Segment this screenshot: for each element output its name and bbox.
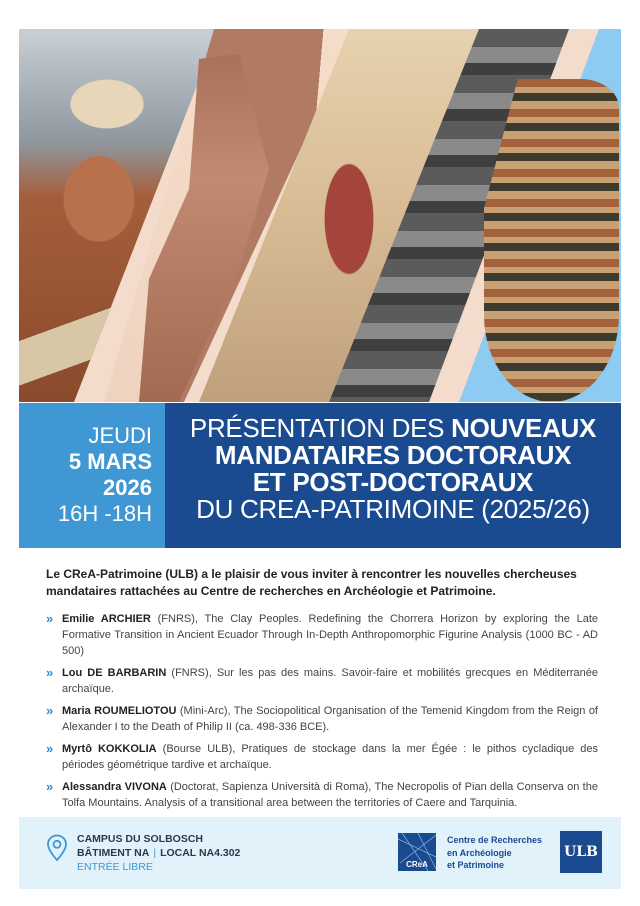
- double-chevron-icon: »: [46, 741, 51, 756]
- list-item: [46, 779, 598, 811]
- map-pin-icon: [46, 834, 68, 862]
- researcher-list: [46, 611, 598, 817]
- list-item: [46, 665, 598, 697]
- title-line4: DU CREA-PATRIMOINE (2025/26): [196, 494, 590, 524]
- researcher-name: Myrtô KOKKOLIA: [62, 743, 157, 755]
- room-number: LOCAL NA4.302: [160, 847, 241, 859]
- researcher-name: Emilie ARCHIER: [62, 613, 151, 625]
- researcher-details: (Bourse ULB), Pratiques de stockage dans la mer Égée : le pithos cycladique des périodes géométrique tardive et archaïque.: [62, 743, 598, 771]
- double-chevron-icon: »: [46, 779, 51, 794]
- double-chevron-icon: »: [46, 665, 51, 680]
- list-item: [46, 741, 598, 773]
- ulb-logo: ULB: [560, 831, 602, 873]
- entry-free-label: ENTRÉE LIBRE: [77, 861, 153, 873]
- crea-line2: en Archéologie: [447, 847, 512, 858]
- event-date: 5 MARS: [68, 449, 152, 474]
- researcher-details: (FNRS), The Clay Peoples. Redefining the Chorrera Horizon by exploring the Late Formative Transition in Ancient Ecuador Through In-Depth Anthropomorphic Figurine Analysis (1000 BC - AD 500): [62, 613, 598, 657]
- researcher-name: Lou DE BARBARIN: [62, 667, 167, 679]
- researcher-name: Alessandra VIVONA: [62, 781, 167, 793]
- crea-line3: et Patrimoine: [447, 860, 505, 870]
- separator: |: [153, 847, 157, 859]
- double-chevron-icon: »: [46, 611, 51, 626]
- list-item: [46, 703, 598, 735]
- researcher-details: (FNRS), Sur les pas des mains. Savoir-faire et mobilités grecques en Méditerranée archaïque.: [62, 667, 599, 695]
- page-title: [165, 403, 621, 548]
- header-photo-collage: [19, 29, 621, 402]
- location-block: [77, 832, 240, 874]
- title-line3: ET POST-DOCTORAUX: [252, 467, 534, 497]
- campus-name: CAMPUS DU SOLBOSCH: [77, 833, 204, 845]
- crea-logo-label: CReA: [406, 860, 428, 869]
- title-line2: MANDATAIRES DOCTORAUX: [214, 440, 572, 470]
- intro-paragraph: Le CReA-Patrimoine (ULB) a le plaisir de vous inviter à rencontrer les nouvelles chercheuses mandataires rattachées au Centre de recherches en Archéologie et Patrimoine.: [46, 567, 577, 598]
- double-chevron-icon: »: [46, 703, 51, 718]
- event-year: 2026: [103, 475, 152, 500]
- title-line1-light: PRÉSENTATION DES: [189, 413, 452, 443]
- list-item: [46, 611, 598, 659]
- title-line1-bold: NOUVEAUX: [451, 413, 597, 443]
- researcher-name: Maria ROUMELIOTOU: [62, 705, 177, 717]
- researcher-details: (Doctorat, Sapienza Università di Roma), The Necropolis of Pian della Conserva on the Tolfa Mountains. Analysis of a transitional area between the territories of Caere and Tarquinia.: [62, 781, 598, 809]
- footer-info-bar: [19, 817, 621, 889]
- event-day: JEUDI: [88, 423, 152, 448]
- building-name: BÂTIMENT NA: [77, 847, 150, 859]
- title-band: [19, 403, 621, 548]
- event-time: 16H -18H: [57, 501, 152, 526]
- researcher-details: (Mini-Arc), The Sociopolitical Organisation of the Temenid Kingdom from the Reign of Alexander I to the Death of Philip II (ca. 498-336 BCE).: [62, 705, 598, 733]
- crea-name: [447, 834, 542, 872]
- crea-line1: Centre de Recherches: [447, 835, 543, 845]
- event-date-block: [19, 403, 165, 548]
- crea-logo: [398, 833, 436, 871]
